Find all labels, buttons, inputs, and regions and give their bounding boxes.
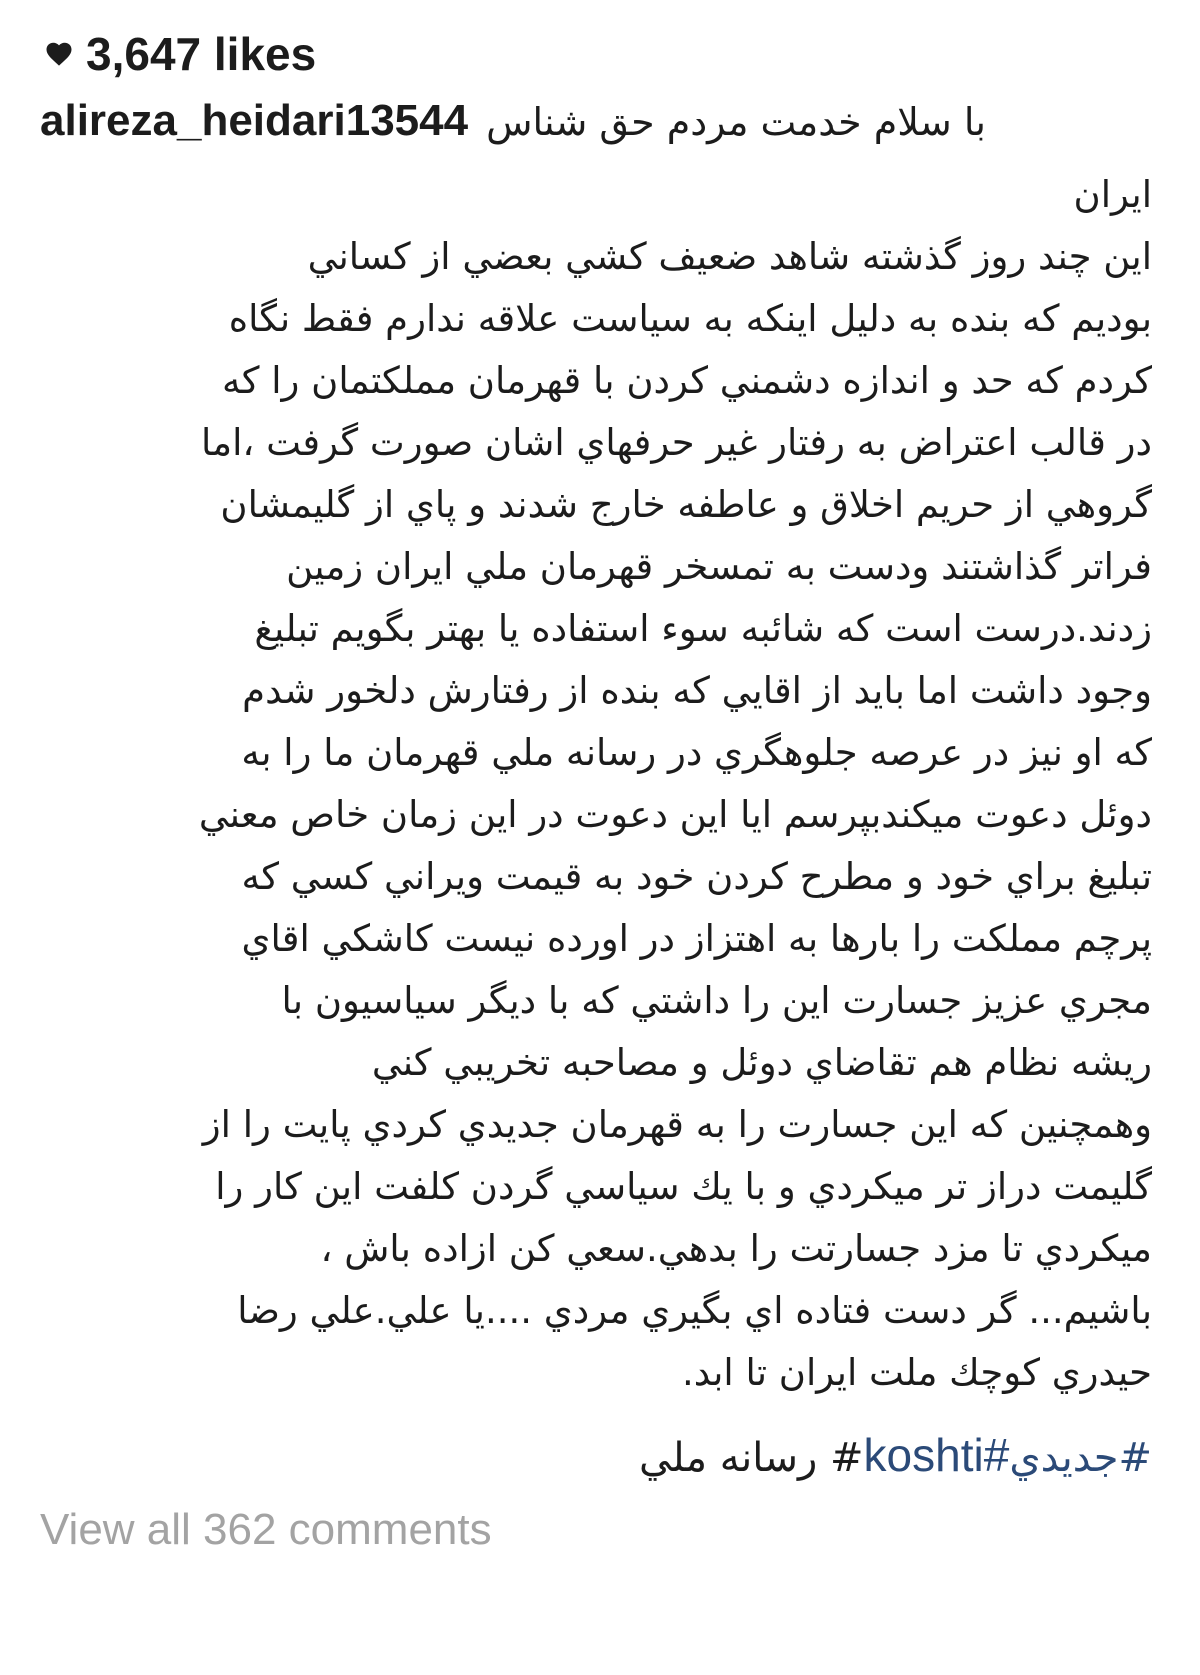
caption-line: این چند روز گذشته شاهد ضعیف کشي بعضي از کساني — [307, 235, 1152, 278]
caption-line: پرچم مملکت را بارها به اهتزاز در اورده نيست کاشکي اقاي — [241, 917, 1152, 960]
caption-line: زدند.درست است که شائبه سوء استفاده يا بهتر بگويم تبليغ — [254, 607, 1152, 650]
caption-line: بوديم که بنده به دليل اينکه به سياست علاقه ندارم فقط نگاه — [228, 297, 1152, 340]
caption-line: گروهي از حريم اخلاق و عاطفه خارج شدند و پاي از گليمشان — [220, 483, 1152, 526]
caption-line: وجود داشت اما بايد از اقايي که بنده از رفتارش دلخور شدم — [242, 669, 1152, 712]
caption-line: دوئل دعوت ميکندبپرسم ايا اين دعوت در اين زمان خاص معني — [198, 793, 1152, 836]
caption-line: که او نيز در عرصه جلوهگري در رسانه ملي قهرمان ما را به — [241, 731, 1152, 774]
heart-icon[interactable] — [44, 39, 74, 69]
username-link[interactable]: alireza_heidari13544 — [40, 96, 469, 145]
caption-line: ایران — [1073, 173, 1152, 216]
caption-line: در قالب اعتراض به رفتار غير حرفهاي اشان صورت گرفت ،اما — [201, 421, 1152, 464]
likes-row[interactable] — [44, 26, 316, 82]
caption-body — [40, 164, 1152, 1404]
caption-line: باشيم... گر دست فتاده اي بگيري مردي ....يا علي.علي رضا — [237, 1289, 1152, 1332]
caption-line: کردم که حد و اندازه دشمني کردن با قهرمان مملکتمان را که — [222, 359, 1152, 402]
caption-line: ريشه نظام هم تقاضاي دوئل و مصاحبه تخريبي کني — [371, 1041, 1152, 1084]
hashtag-link[interactable]: #جديدي — [1009, 1435, 1152, 1481]
likes-count: 3,647 likes — [86, 28, 317, 80]
hashtags-row — [40, 1420, 1152, 1490]
caption-line: فراتر گذاشتند ودست به تمسخر قهرمان ملي ايران زمين — [286, 545, 1152, 588]
caption — [40, 96, 1152, 1404]
caption-line: تبليغ براي خود و مطرح کردن خود به قيمت ويراني کسي که — [241, 855, 1152, 898]
caption-line: مجري عزيز جسارت اين را داشتي که با ديگر سياسيون با — [281, 979, 1152, 1022]
hashtag-link[interactable]: #koshti — [863, 1429, 1010, 1481]
caption-line: حيدري کوچك ملت ايران تا ابد. — [681, 1351, 1152, 1394]
caption-line: ميکردي تا مزد جسارتت را بدهي.سعي کن ازاده باش ، — [320, 1227, 1152, 1270]
caption-greeting: با سلام خدمت مردم حق شناس — [486, 100, 986, 144]
caption-line: گليمت دراز تر ميکردي و با يك سياسي گردن کلفت اين کار را — [215, 1165, 1152, 1208]
hashtag-link[interactable]: # رسانه ملي — [638, 1435, 864, 1481]
caption-first-line — [40, 96, 1152, 164]
view-all-comments-link[interactable]: View all 362 comments — [40, 1505, 492, 1554]
caption-line: وهمچنين که اين جسارت را به قهرمان جديدي کردي پايت را از — [202, 1103, 1152, 1146]
